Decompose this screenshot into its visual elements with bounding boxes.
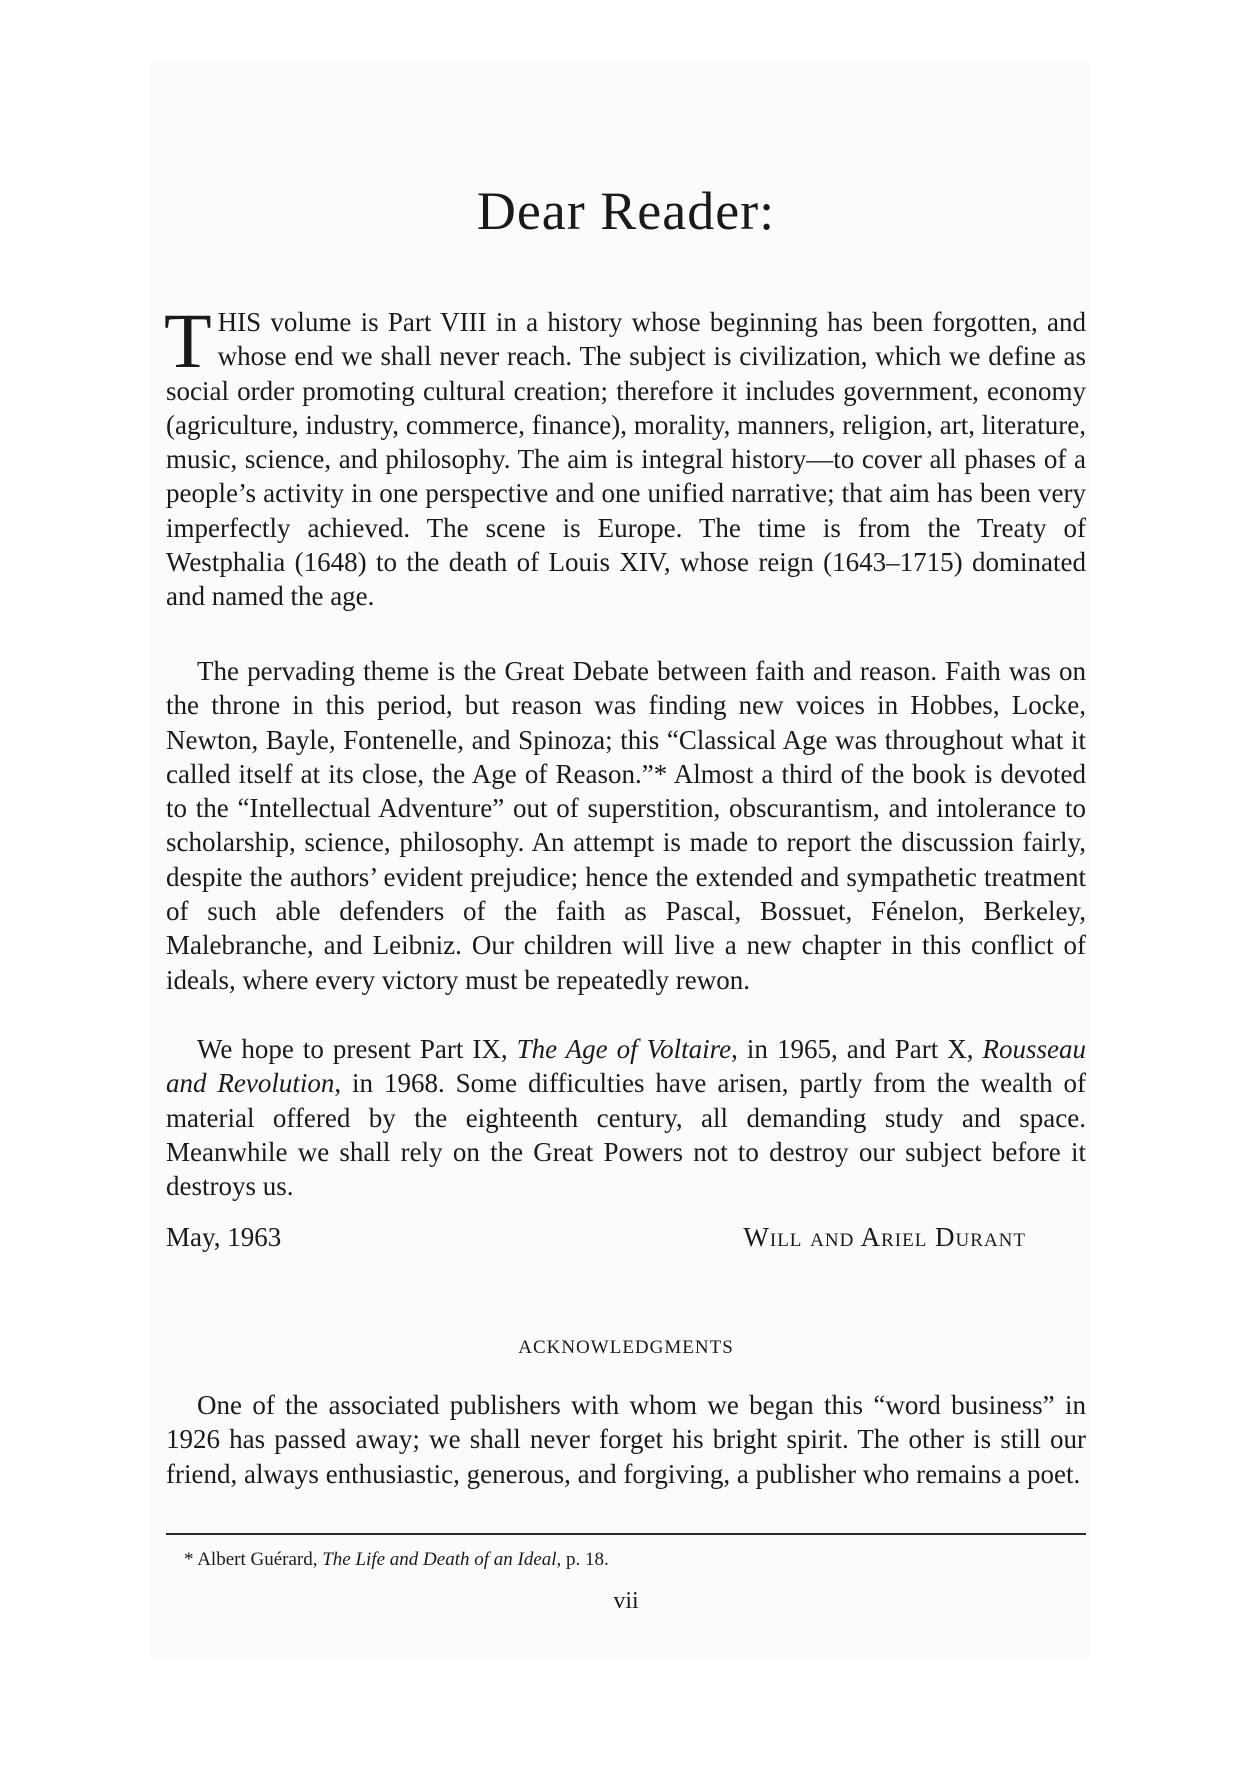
footnote-work-title: The Life and Death of an Ideal [322,1549,557,1570]
letter-date: May, 1963 [166,1222,282,1252]
acknowledgments-heading: ACKNOWLEDGMENTS [518,1337,734,1358]
acknowledgments-text: One of the associated publishers with whom we began this “word business” in 1926 has passed away; we shall never forget his bright spirit. The other is still our friend, always enthusiastic, generous, and forgiving, a publisher who remains a poet. [166,1390,1086,1489]
drop-cap: T [164,297,212,384]
book-title-rousseau: Rousseau and Revolution [166,1034,1086,1099]
paragraph-3-part-e: , in 1968. Some difficulties have arisen, partly from the wealth of material offered by the eighteenth century, all demanding study and space. Meanwhile we shall rely on the Great Powers not to destroy our subject before it destroys us. [166,1068,1087,1202]
letter-authors: Will and Ariel Durant [743,1222,1026,1252]
page-title: Dear Reader: [476,181,776,241]
footnote-marker: * [184,1549,198,1570]
page-number: vii [613,1588,639,1614]
paragraph-3-part-a: We hope to present Part IX, [197,1034,517,1064]
letter-paragraph-3 [166,1032,1086,1203]
paragraph-3-part-c: , in 1965, and Part X, [731,1034,983,1064]
paragraph-2-text: The pervading theme is the Great Debate between faith and reason. Faith was on the throne in this period, but reason was finding new voices in Hobbes, Locke, Newton, Bayle, Fontenelle, and Spinoza; this “Classical Age was throughout what it called itself at its close, the Age of Reason.”* Almost a third of the book is devoted to the “Intellectual Adventure” out of superstition, obscurantism, and intolerance to scholarship, science, philosophy. An attempt is made to report the discussion fairly, despite the authors’ evident prejudice; hence the extended and sympathetic treatment of such able defenders of the faith as Pascal, Bossuet, Fénelon, Berkeley, Malebranche, and Leibniz. Our children will live a new chapter in this conflict of ideals, where every victory must be repeatedly rewon. [166,656,1086,995]
letter-paragraph-2 [166,654,1086,997]
footnote-page: , p. 18. [556,1549,609,1570]
footnote [184,1549,609,1571]
letter-paragraph-1 [164,297,1086,614]
footnote-divider [166,1533,1086,1535]
footnote-author: Albert Guérard, [197,1549,323,1570]
acknowledgments-paragraph [166,1388,1086,1491]
paragraph-1-text: HIS volume is Part VIII in a history whose beginning has been forgotten, and whose end we shall never reach. The subject is civilization, which we define as social order promoting cultural creation; therefore it includes government, economy (agriculture, industry, commerce, finance), morality, manners, religion, art, literature, music, science, and philosophy. The aim is integral history—to cover all phases of a people’s activity in one perspective and one unified narrative; that aim has been very imperfectly achieved. The scene is Europe. The time is from the Treaty of Westphalia (1648) to the death of Louis XIV, whose reign (1643–1715) dominated and named the age. [166,307,1086,612]
paragraph-3-text [166,1032,1086,1203]
book-title-voltaire: The Age of Voltaire [516,1034,732,1064]
